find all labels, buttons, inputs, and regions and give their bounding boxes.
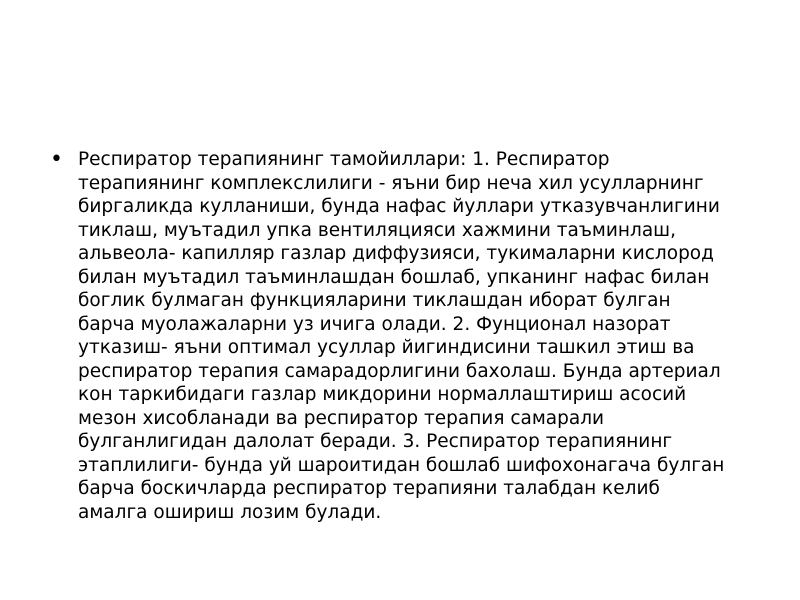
text-line: респиратор терапия самарадорлигини бахолаш. Бунда артериал: [78, 360, 721, 382]
bullet-icon: •: [50, 147, 63, 172]
text-line: булганлигидан далолат беради. 3. Респиратор терапиянинг: [78, 431, 673, 452]
text-line: тиклаш, муътадил упка вентиляцияси хажмини таъминлаш,: [78, 219, 676, 241]
text-line: Респиратор терапиянинг тамойиллари: 1. Респиратор: [78, 149, 610, 170]
text-line: утказиш- яъни оптимал усуллар йигиндисини ташкил этиш ва: [78, 337, 695, 358]
text-line: барча муолажаларни уз ичига олади. 2. Фунционал назорат: [78, 313, 671, 335]
text-line: боглик булмаган функцияларини тиклашдан иборат булган: [78, 290, 671, 311]
text-line: амалга ошириш лозим булади.: [78, 501, 382, 523]
text-line: барча боскичларда респиратор терапияни талабдан келиб: [78, 478, 660, 499]
text-line: биргаликда кулланиши, бунда нафас йуллари утказувчанлигини: [78, 196, 720, 217]
text-line: этаплилиги- бунда уй шароитидан бошлаб шифохонагача булган: [78, 454, 725, 476]
text-line: билан муътадил таъминлашдан бошлаб, упканинг нафас билан: [78, 266, 710, 288]
paragraph-text: [78, 148, 724, 524]
text-line: альвеола- капилляр газлар диффузияси, тукималарни кислород: [78, 243, 714, 264]
text-line: кон таркибидаги газлар микдорини нормаллаштириш асосий: [78, 384, 687, 405]
text-line: терапиянинг комплекслилиги - яъни бир неча хил усулларнинг: [78, 172, 704, 194]
text-line: мезон хисобланади ва респиратор терапия самарали: [78, 407, 605, 429]
bullet-paragraph: [50, 148, 760, 524]
